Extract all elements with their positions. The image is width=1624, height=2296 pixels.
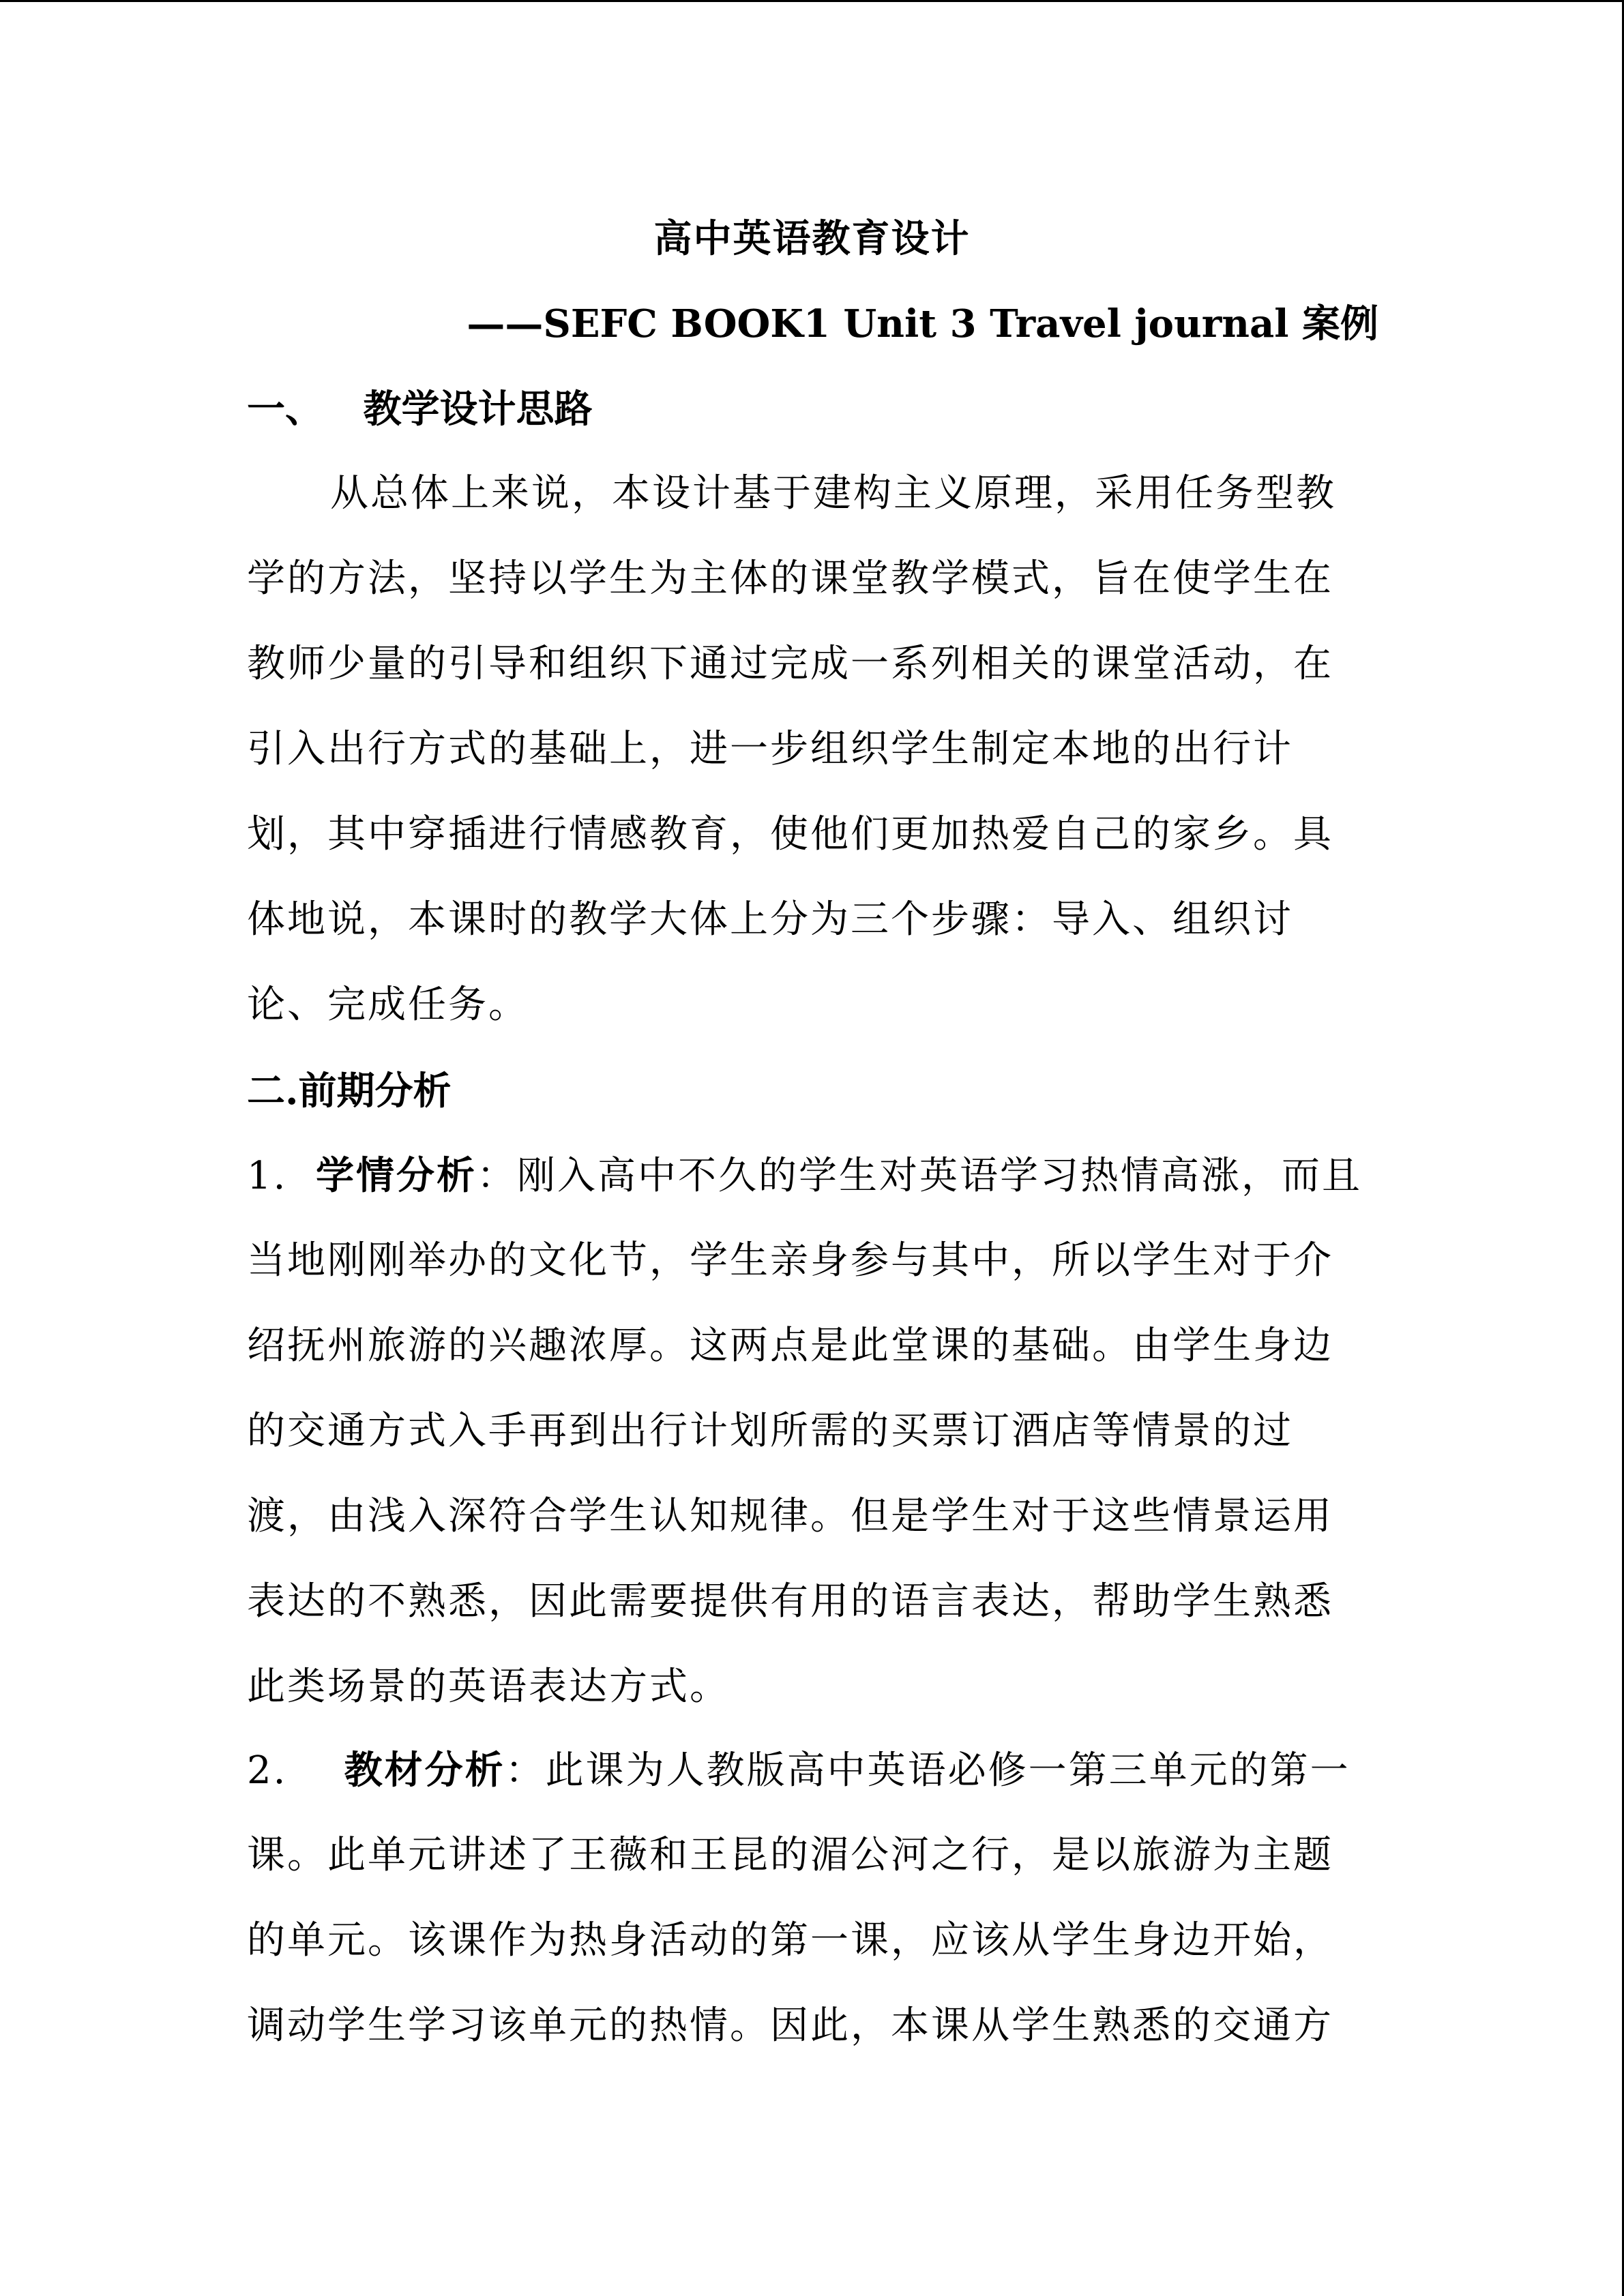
item1-label: 学情分析 [316, 1153, 477, 1198]
item2-line: 调动学生学习该单元的热情。因此，本课从学生熟悉的交通方 [247, 2003, 1333, 2048]
section1-line: 论、完成任务。 [247, 983, 529, 1027]
item1-first-text: ：刚入高中不久的学生对英语学习热情高涨，而且 [477, 1154, 1363, 1198]
item2-line: 的单元。该课作为热身活动的第一课，应该从学生身边开始， [247, 1918, 1333, 1963]
item1-line: 表达的不熟悉，因此需要提供有用的语言表达，帮助学生熟悉 [247, 1579, 1333, 1624]
section1-heading: 一、 教学设计思路 [247, 387, 593, 432]
section1-line: 教师少量的引导和组织下通过完成一系列相关的课堂活动，在 [247, 642, 1333, 686]
item1-paragraph [247, 1218, 1383, 1729]
item1-number: 1. [247, 1154, 316, 1198]
item2-label: 教材分析 [344, 1748, 505, 1793]
item1-line: 的交通方式入手再到出行计划所需的买票订酒店等情景的过 [247, 1409, 1293, 1453]
section1-line: 从总体上来说，本设计基于建构主义原理，采用任务型教 [330, 471, 1336, 516]
item1-line: 当地刚刚举办的文化节，学生亲身参与其中，所以学生对于介 [247, 1238, 1333, 1283]
item1-first-line [247, 1142, 1362, 1210]
document-subtitle: ——SEFC BOOK1 Unit 3 Travel journal 案例 [467, 301, 1378, 346]
page-border-top [0, 0, 1624, 2]
section1-line: 划，其中穿插进行情感教育，使他们更加热爱自己的家乡。具 [247, 812, 1333, 856]
section2-heading: 二.前期分析 [247, 1069, 452, 1114]
section1-line: 引入出行方式的基础上，进一步组织学生制定本地的出行计 [247, 727, 1293, 771]
item2-paragraph [247, 1813, 1383, 2068]
section1-line: 体地说，本课时的教学大体上分为三个步骤：导入、组织讨 [247, 897, 1293, 942]
section1-line: 学的方法，坚持以学生为主体的课堂教学模式，旨在使学生在 [247, 556, 1333, 601]
item2-line: 课。此单元讲述了王薇和王昆的湄公河之行，是以旅游为主题 [247, 1833, 1333, 1877]
document-title: 高中英语教育设计 [653, 216, 971, 261]
item2-first-line [247, 1736, 1350, 1805]
item2-number: 2. [247, 1748, 344, 1793]
item2-first-text: ：此课为人教版高中英语必修一第三单元的第一 [505, 1748, 1350, 1793]
item1-line: 渡，由浅入深符合学生认知规律。但是学生对于这些情景运用 [247, 1494, 1333, 1538]
item1-line: 此类场景的英语表达方式。 [247, 1665, 730, 1709]
section1-paragraph [247, 451, 1383, 1047]
item1-line: 绍抚州旅游的兴趣浓厚。这两点是此堂课的基础。由学生身边 [247, 1324, 1333, 1368]
